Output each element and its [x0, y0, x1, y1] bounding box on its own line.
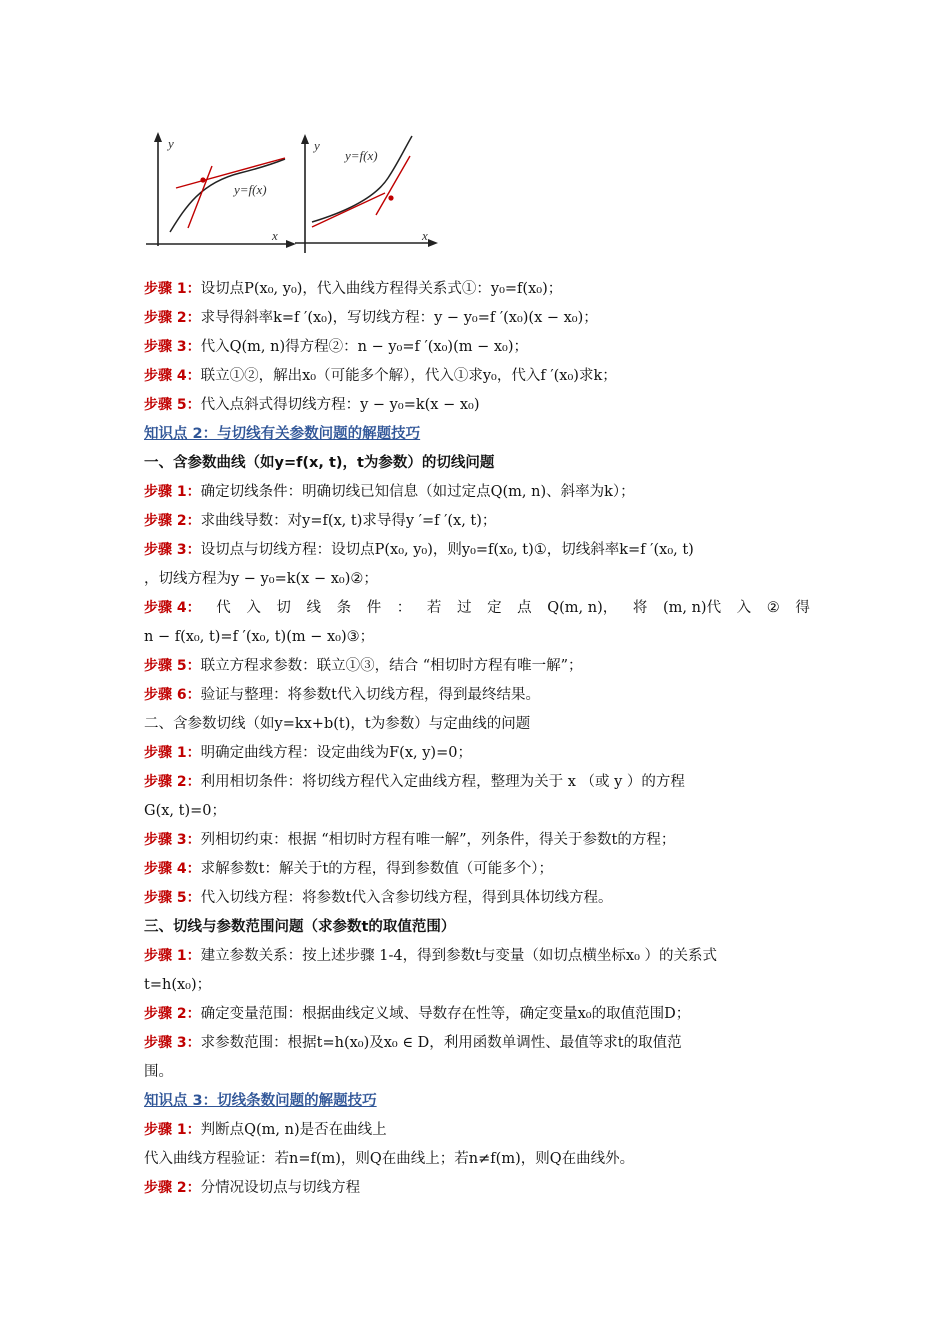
justified-segment: ② [766, 600, 780, 616]
step-text: 联立方程求参数：联立①③，结合 “相切时方程有唯一解”； [200, 658, 583, 674]
step-text: 求解参数t：解关于t的方程，得到参数值（可能多个）； [200, 861, 554, 877]
justified-segment: 入 [736, 600, 752, 616]
step-text: 求曲线导数：对y=f(x, t)求导得y ′=f ′(x, t)； [200, 513, 497, 529]
text-line-25 [144, 971, 810, 1000]
step-label: 步骤 2： [144, 774, 201, 790]
justified-segment: 将 [632, 600, 648, 616]
step-text: 分情况设切点与切线方程 [200, 1180, 361, 1196]
justified-segment: 得 [795, 600, 810, 616]
left-x-label: x [272, 228, 278, 243]
step-label: 步骤 4： [144, 861, 201, 877]
step-label: 步骤 5： [144, 890, 201, 906]
step-text: 列相切约束：根据 “相切时方程有唯一解”，列条件，得关于参数t的方程； [200, 832, 676, 848]
justified-segment: Q(m, n)， [547, 600, 618, 616]
body-text: 二、含参数切线（如y=kx+b(t)，t为参数）与定曲线的问题 [144, 716, 531, 732]
text-line-2 [144, 304, 810, 333]
step-text: 判断点Q(m, n)是否在曲线上 [200, 1122, 387, 1138]
text-line-32 [144, 1174, 810, 1203]
step-text: 验证与整理：将参数t代入切线方程，得到最终结果。 [200, 687, 540, 703]
text-line-4 [144, 362, 810, 391]
document-body [144, 275, 810, 1203]
body-text: t=h(x₀)； [144, 977, 212, 993]
step-text: 建立参数关系：按上述步骤 1-4，得到参数t与变量（如切点横坐标x₀ ）的关系式 [200, 948, 718, 964]
justified-segment: 过 [456, 600, 472, 616]
section-heading: 三、切线与参数范围问题（求参数t的取值范围） [144, 919, 456, 935]
justified-segment: (m, n)代 [662, 600, 722, 616]
step-label: 步骤 2： [144, 1180, 201, 1196]
text-line-15 [144, 681, 810, 710]
step-label: 步骤 1： [144, 948, 201, 964]
right-y-label: y [314, 138, 320, 153]
text-line-11 [144, 565, 810, 594]
step-text: 求导得斜率k=f ′(x₀)，写切线方程：y − y₀=f ′(x₀)(x − x₀)； [200, 310, 598, 326]
body-text: n − f(x₀, t)=f ′(x₀, t)(m − x₀)③； [144, 629, 375, 645]
step-text: 确定切线条件：明确切线已知信息（如过定点Q(m, n)、斜率为k）； [200, 484, 635, 500]
text-line-17 [144, 739, 810, 768]
text-line-24 [144, 942, 810, 971]
text-line-8 [144, 478, 810, 507]
step-label: 步骤 2： [144, 513, 201, 529]
text-line-28 [144, 1058, 810, 1087]
step-text: 利用相切条件：将切线方程代入定曲线方程，整理为关于 x （或 y ）的方程 [200, 774, 685, 790]
text-line-5 [144, 391, 810, 420]
justified-segment: 代 [216, 600, 231, 616]
text-line-27 [144, 1029, 810, 1058]
justified-segment: 线 [306, 600, 321, 616]
text-line-19 [144, 797, 810, 826]
step-label: 步骤 1： [144, 281, 201, 297]
justified-segment: 定 [487, 600, 502, 616]
step-text: 代入点斜式得切线方程：y − y₀=k(x − x₀) [200, 397, 480, 413]
justified-segment: 入 [246, 600, 261, 616]
step-label: 步骤 2： [144, 1006, 201, 1022]
body-text: 围。 [144, 1064, 173, 1080]
text-line-14 [144, 652, 810, 681]
text-line-29 [144, 1087, 810, 1116]
text-line-1 [144, 275, 810, 304]
section-heading: 一、含参数曲线（如y=f(x, t)，t为参数）的切线问题 [144, 455, 495, 471]
body-text: 代入曲线方程验证：若n=f(m)，则Q在曲线上；若n≠f(m)，则Q在曲线外。 [144, 1151, 635, 1167]
text-line-30 [144, 1116, 810, 1145]
step-label: 步骤 1： [144, 745, 201, 761]
justified-segment: 若 [426, 600, 442, 616]
body-text: ，切线方程为y − y₀=k(x − x₀)②； [144, 571, 378, 587]
text-line-18 [144, 768, 810, 797]
tangent-graphs [140, 128, 450, 258]
step-label: 步骤 5： [144, 658, 201, 674]
step-text: 设切点P(x₀, y₀)，代入曲线方程得关系式①：y₀=f(x₀)； [200, 281, 563, 297]
step-text: 设切点与切线方程：设切点P(x₀, y₀)，则y₀=f(x₀, t)①，切线斜率k=f ′(x₀, t) [200, 542, 694, 558]
text-line-16 [144, 710, 810, 739]
right-x-label: x [422, 228, 428, 243]
tangent-figure [140, 128, 450, 258]
text-line-26 [144, 1000, 810, 1029]
step-label: 步骤 3： [144, 832, 201, 848]
text-line-10 [144, 536, 810, 565]
step-label: 步骤 3： [144, 1035, 201, 1051]
text-line-6 [144, 420, 810, 449]
step-label: 步骤 3： [144, 542, 201, 558]
step-label: 步骤 3： [144, 339, 201, 355]
justified-segment: 件 [366, 600, 382, 616]
text-line-20 [144, 826, 810, 855]
text-line-21 [144, 855, 810, 884]
justified-segment: 条 [336, 600, 352, 616]
right-curve-label: y=f(x) [345, 148, 378, 163]
left-graph [146, 132, 296, 248]
text-line-23 [144, 913, 810, 942]
knowledge-point-title: 知识点 3：切线条数问题的解题技巧 [144, 1093, 377, 1109]
justified-segment: 点 [517, 600, 532, 616]
step-label: 步骤 1： [144, 1122, 201, 1138]
step-text: 代入Q(m, n)得方程②：n − y₀=f ′(x₀)(m − x₀)； [200, 339, 528, 355]
text-line-7 [144, 449, 810, 478]
right-graph [295, 134, 438, 253]
text-line-31 [144, 1145, 810, 1174]
knowledge-point-title: 知识点 2：与切线有关参数问题的解题技巧 [144, 426, 421, 442]
justified-segment: 切 [276, 600, 291, 616]
step-label: 步骤 2： [144, 310, 201, 326]
left-curve-label: y=f(x) [234, 182, 267, 197]
step-label: 步骤 5： [144, 397, 201, 413]
text-line-9 [144, 507, 810, 536]
text-line-3 [144, 333, 810, 362]
step-text: 求参数范围：根据t=h(x₀)及x₀ ∈ D，利用函数单调性、最值等求t的取值范 [200, 1035, 682, 1051]
step-label: 步骤 4： [144, 600, 201, 616]
left-y-label: y [168, 136, 174, 151]
text-line-22 [144, 884, 810, 913]
step-text: 明确定曲线方程：设定曲线为F(x, y)=0； [200, 745, 472, 761]
step-label: 步骤 1： [144, 484, 201, 500]
body-text: G(x, t)=0； [144, 803, 226, 819]
justified-segment: ： [396, 600, 412, 616]
step-label: 步骤 6： [144, 687, 201, 703]
text-line-13 [144, 623, 810, 652]
step-label: 步骤 4： [144, 368, 201, 384]
step-text: 代入切线方程：将参数t代入含参切线方程，得到具体切线方程。 [200, 890, 613, 906]
text-line-12 [144, 594, 810, 623]
step-text: 确定变量范围：根据曲线定义域、导数存在性等，确定变量x₀的取值范围D； [200, 1006, 691, 1022]
step-text: 联立①②，解出x₀（可能多个解），代入①求y₀，代入f ′(x₀)求k； [200, 368, 617, 384]
